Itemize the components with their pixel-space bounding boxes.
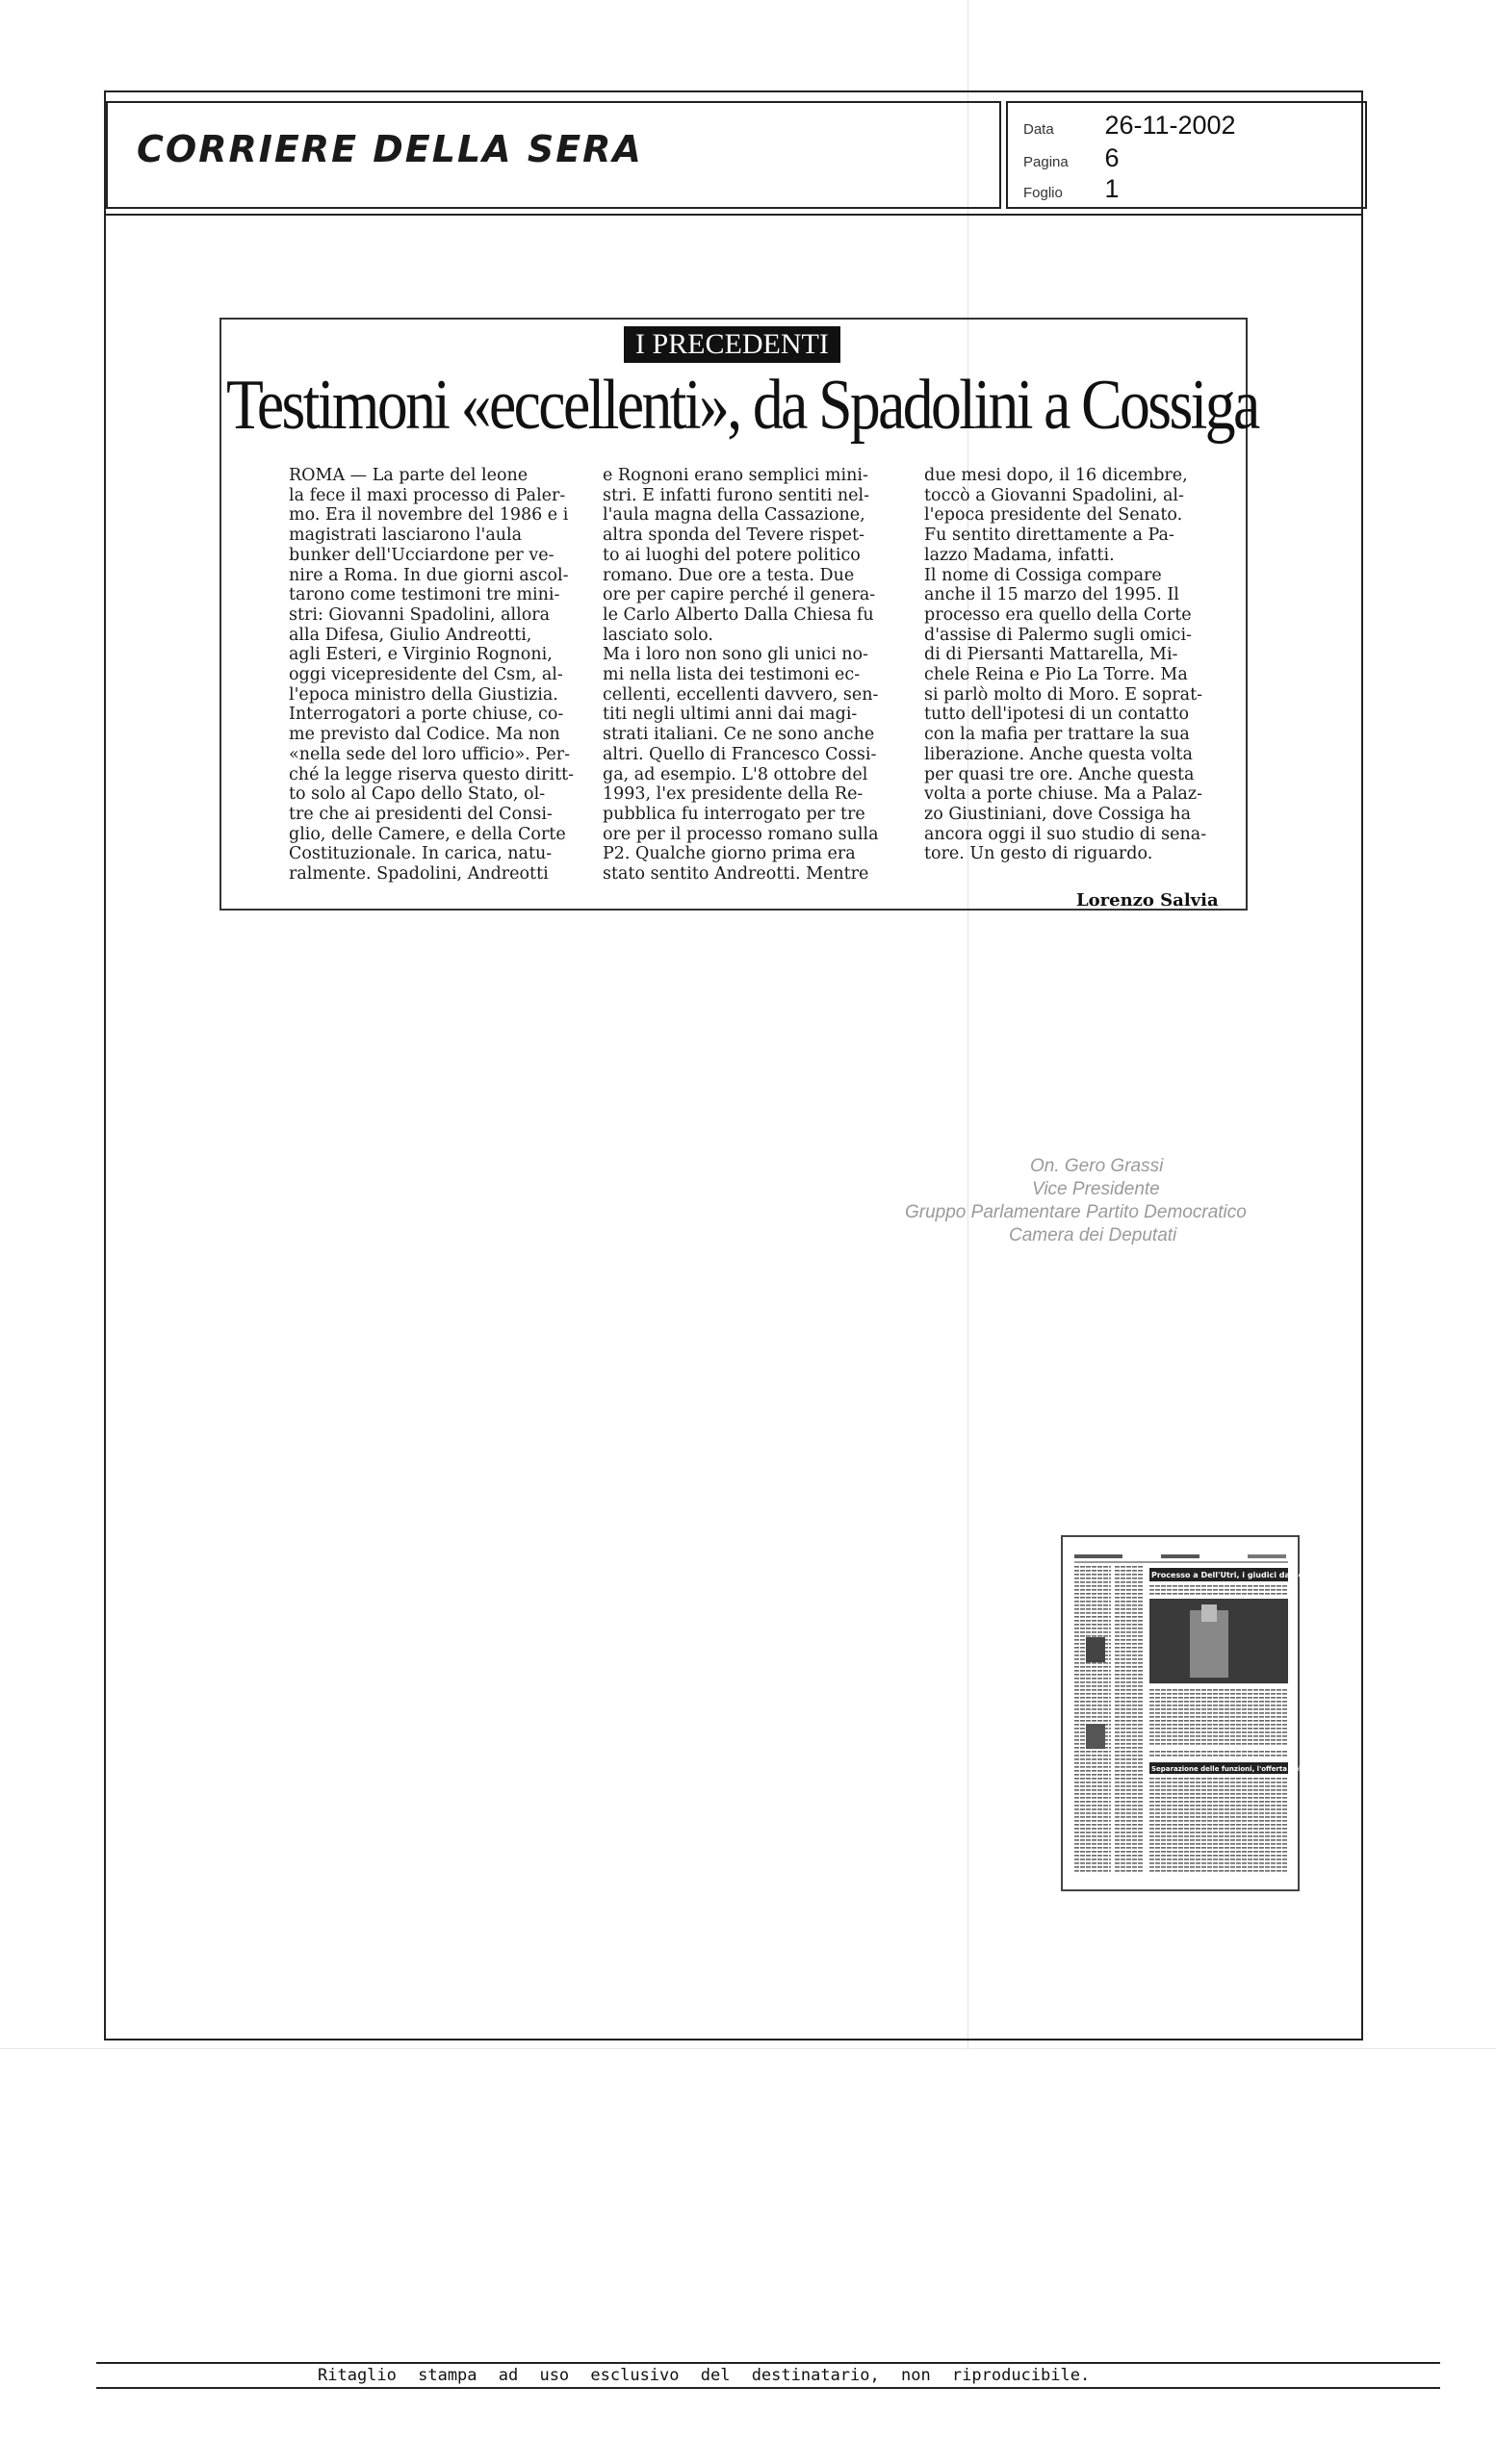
article-column-3: [924, 466, 1232, 864]
article-line: agli Esteri, e Virginio Rognoni,: [289, 645, 553, 665]
article-line: glio, delle Camere, e della Corte: [289, 824, 566, 844]
article-line: l'epoca ministro della Giustizia.: [289, 684, 558, 705]
article-line: liberazione. Anche questa volta: [924, 744, 1193, 764]
footer-rule-bottom: [96, 2387, 1440, 2389]
article-line: altra sponda del Tevere rispet-: [603, 526, 864, 546]
article-line: P2. Qualche giorno prima era: [603, 844, 856, 864]
article-line: mo. Era il novembre del 1986 e i: [289, 505, 569, 526]
article-column-2: [603, 466, 906, 885]
clipping-meta-box: [1006, 101, 1367, 209]
stamp-title: Vice Presidente: [1032, 1179, 1160, 1199]
stamp-name: On. Gero Grassi: [1030, 1156, 1164, 1176]
article-line: zo Giustiniani, dove Cossiga ha: [924, 804, 1192, 824]
article-line: lasciato solo.: [603, 625, 713, 645]
article-line: volta a porte chiuse. Ma a Palaz-: [924, 784, 1202, 805]
thumbnail-headline: Processo a Dell'Utri, i giudici da Berlusconi: [1151, 1571, 1338, 1579]
article-line: anche il 15 marzo del 1995. Il: [924, 585, 1179, 605]
header-rule: [104, 214, 1363, 216]
article-line: tre che ai presidenti del Consi-: [289, 804, 553, 824]
page-thumbnail: [1061, 1535, 1338, 1891]
sheet-label: Foglio: [1023, 185, 1063, 201]
date-row: [1023, 111, 1236, 141]
article-line: l'aula magna della Cassazione,: [603, 505, 865, 526]
article-line: l'epoca presidente del Senato.: [924, 505, 1183, 526]
article-line: romano. Due ore a testa. Due: [603, 565, 855, 585]
article-line: processo era quello della Corte: [924, 604, 1192, 625]
article-line: di di Piersanti Mattarella, Mi-: [924, 645, 1178, 665]
article-line: si parlò molto di Moro. E soprat-: [924, 684, 1203, 705]
article-line: bunker dell'Ucciardone per ve-: [289, 545, 555, 565]
article-line: alla Difesa, Giulio Andreotti,: [289, 625, 532, 645]
thumbnail-bottom-headline: Separazione delle funzioni, l'offerta del Ds: [1151, 1765, 1313, 1773]
article-line: ga, ad esempio. L'8 ottobre del: [603, 764, 868, 784]
article-line: con la mafia per trattare la sua: [924, 725, 1190, 745]
article-line: Ma i loro non sono gli unici no-: [603, 645, 868, 665]
article-line: Interrogatori a porte chiuse, co-: [289, 705, 564, 725]
article-line: titi negli ultimi anni dai magi-: [603, 705, 858, 725]
article-line: ralmente. Spadolini, Andreotti: [289, 864, 549, 885]
article-line: cellenti, eccellenti davvero, sen-: [603, 684, 879, 705]
article-line: stri. E infatti furono sentiti nel-: [603, 485, 870, 505]
page-thumbnail-image: [1074, 1551, 1338, 1878]
date-label: Data: [1023, 121, 1054, 138]
article-line: le Carlo Alberto Dalla Chiesa fu: [603, 604, 874, 625]
article-line: ore per capire perché il genera-: [603, 585, 876, 605]
article-line: oggi vicepresidente del Csm, al-: [289, 665, 563, 685]
article-line: to ai luoghi del potere politico: [603, 545, 861, 565]
article-kicker: I PRECEDENTI: [624, 326, 840, 363]
article-headline: Testimoni «eccellenti», da Spadolini a Cossiga: [226, 366, 1258, 445]
sheet-value: 1: [1104, 174, 1120, 203]
article-line: tarono come testimoni tre mini-: [289, 585, 560, 605]
article-line: pubblica fu interrogato per tre: [603, 804, 865, 824]
scan-bottom-edge: [0, 2048, 1496, 2049]
page-label: Pagina: [1023, 154, 1069, 170]
article-line: chele Reina e Pio La Torre. Ma: [924, 665, 1188, 685]
article-line: due mesi dopo, il 16 dicembre,: [924, 466, 1188, 485]
article-line: ore per il processo romano sulla: [603, 824, 879, 844]
article-line: Fu sentito direttamente a Pa-: [924, 526, 1174, 546]
article-line: ancora oggi il suo studio di sena-: [924, 824, 1207, 844]
article-line: ROMA — La parte del leone: [289, 466, 529, 485]
article-line: ché la legge riserva questo diritt-: [289, 764, 575, 784]
newspaper-name-box: [106, 101, 1001, 209]
article-line: e Rognoni erano semplici mini-: [603, 466, 868, 485]
page-value: 6: [1104, 143, 1120, 172]
article-line: me previsto dal Codice. Ma non: [289, 725, 560, 745]
article-line: tore. Un gesto di riguardo.: [924, 844, 1153, 864]
article-line: to solo al Capo dello Stato, ol-: [289, 784, 546, 805]
article-line: mi nella lista dei testimoni ec-: [603, 665, 861, 685]
article-line: magistrati lasciarono l'aula: [289, 526, 523, 546]
article-line: per quasi tre ore. Anche questa: [924, 764, 1195, 784]
sheet-row: [1023, 174, 1119, 204]
date-value: 26-11-2002: [1104, 111, 1236, 140]
article-line: «nella sede del loro ufficio». Per-: [289, 744, 570, 764]
article-line: tutto dell'ipotesi di un contatto: [924, 705, 1190, 725]
article-line: 1993, l'ex presidente della Re-: [603, 784, 864, 805]
article-line: toccò a Giovanni Spadolini, al-: [924, 485, 1184, 505]
footer-rule-top: [96, 2362, 1440, 2364]
stamp-group: Gruppo Parlamentare Partito Democratico: [905, 1202, 1247, 1222]
article-line: d'assise di Palermo sugli omici-: [924, 625, 1192, 645]
article-line: nire a Roma. In due giorni ascol-: [289, 565, 569, 585]
reproduction-notice: Ritaglio stampa ad uso esclusivo del destinatario, non riproducibile.: [318, 2366, 1091, 2385]
article-line: Il nome di Cossiga compare: [924, 565, 1162, 585]
newspaper-name: CORRIERE DELLA SERA: [137, 128, 643, 170]
stamp-chamber: Camera dei Deputati: [1009, 1225, 1177, 1245]
article-column-1: [289, 466, 597, 885]
article-line: stato sentito Andreotti. Mentre: [603, 864, 869, 885]
article-line: stri: Giovanni Spadolini, allora: [289, 604, 551, 625]
article-line: lazzo Madama, infatti.: [924, 545, 1115, 565]
article-line: la fece il maxi processo di Paler-: [289, 485, 566, 505]
page-row: [1023, 143, 1119, 173]
article-line: altri. Quello di Francesco Cossi-: [603, 744, 877, 764]
article-line: strati italiani. Ce ne sono anche: [603, 725, 875, 745]
article-author: Lorenzo Salvia: [1076, 890, 1219, 911]
article-line: Costituzionale. In carica, natu-: [289, 844, 553, 864]
